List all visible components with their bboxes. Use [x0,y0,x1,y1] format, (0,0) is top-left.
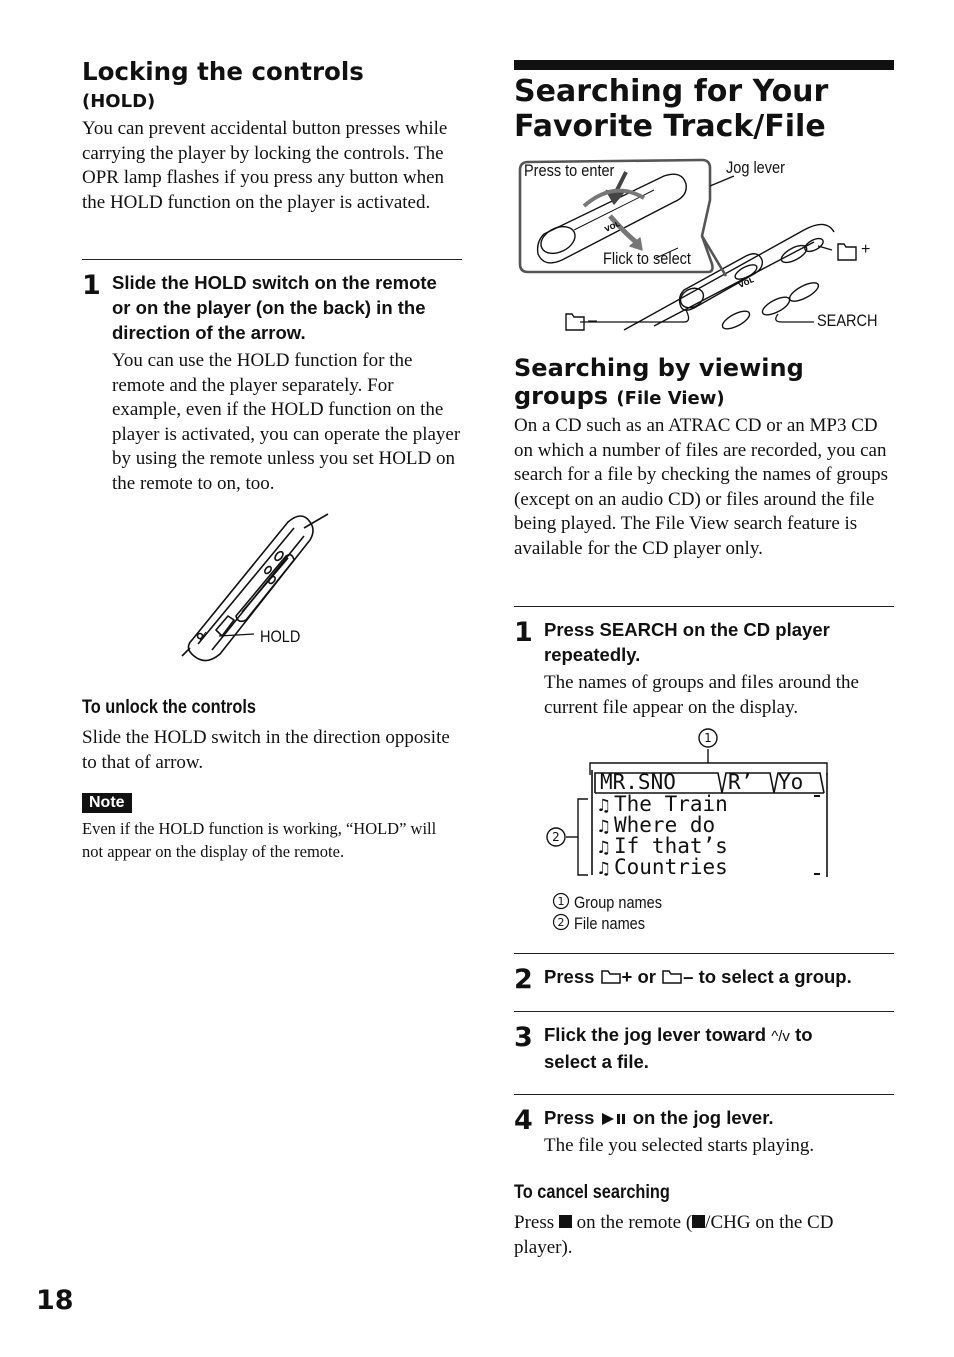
divider [514,1011,894,1012]
step-number: 2 [514,964,533,995]
section-subheading-hold: (HOLD) [82,91,156,112]
svg-text:2: 2 [552,830,560,844]
step-text: – to select a group. [683,966,852,987]
file-view-intro-text: On a CD such as an ATRAC CD or an MP3 CD on which a number of files are recorded, you can search for a file by checking the names of groups (except on an audio CD) or files around the file being played. The File View search feature is available for the CD player only. [514,415,889,559]
step-text: Press [544,1107,595,1128]
legend-group-names [552,892,674,913]
svg-text:1: 1 [557,895,565,908]
step-body: You can use the HOLD function for the remote and the player separately. For example, even if the HOLD function on the player is activated, you can operate the player by using the remote unless you set HOLD on the remote to on, too. [112,350,461,494]
divider [514,1094,894,1095]
file-view-heading-sub: (File View) [616,388,725,409]
divider [82,259,462,260]
group-plus-label: + [861,241,871,258]
step-text: to [795,1024,813,1045]
svg-text:Yo: Yo [778,770,804,794]
jog-direction-icon: ^/v [771,1028,790,1045]
section-heading-locking: Locking the controls [82,57,364,86]
note-body-text: Even if the HOLD function is working, “HOLD” will not appear on the display of the remote. [82,819,437,861]
step-title [544,1022,894,1074]
step-number: 1 [82,270,101,301]
svg-text:♫: ♫ [596,796,612,816]
divider [514,953,894,954]
step-text: on the jog lever. [632,1107,774,1128]
step-text: Flick the jog lever toward [544,1024,767,1045]
file-view-heading [514,354,894,413]
svg-text:R’: R’ [728,770,754,794]
step-title [544,964,894,989]
unlock-body-text: Slide the HOLD switch in the direction opposite to that of arrow. [82,727,450,773]
svg-text:If that’s: If that’s [614,834,728,858]
svg-text:VOL: VOL [603,220,622,234]
title-top-bar [514,60,894,70]
legend-label: File names [574,915,646,933]
callout-2-icon [552,913,570,931]
svg-text:1: 1 [704,731,712,745]
svg-text:Countries: Countries [614,855,728,879]
body-text: on the remote ( [576,1212,693,1233]
svg-text:♫: ♫ [596,859,612,879]
search-button-label: SEARCH [817,312,878,330]
file-view-heading-main: Searching by viewing groups [514,354,804,410]
folder-icon [661,969,683,985]
locking-intro-text: You can prevent accidental button presses while carrying the player by locking the controls. The OPR lamp flashes if you press any button when the HOLD function on the player is activated. [82,118,448,213]
stop-icon [559,1215,572,1228]
step-body: The file you selected starts playing. [544,1135,815,1156]
svg-text:The Train: The Train [614,792,728,816]
svg-text:MR.SNO: MR.SNO [600,770,676,794]
flick-to-select-label: Flick to select [603,250,691,268]
legend-label: Group names [574,894,662,912]
divider [514,606,894,607]
press-to-enter-label: Press to enter [524,162,615,180]
page-title: Searching for Your Favorite Track/File [514,74,829,144]
callout-1-icon [552,892,570,910]
play-pause-icon [600,1112,628,1126]
unlock-heading: To unlock the controls [82,697,257,718]
step-number: 3 [514,1022,533,1053]
folder-plus-icon [838,244,856,260]
jog-lever-label: Jog lever [726,159,785,177]
group-minus-label: – [588,312,597,329]
display-illustration [540,725,840,885]
svg-text:♫: ♫ [596,817,612,837]
svg-text:Where do: Where do [614,813,716,837]
note-badge: Note [82,793,132,813]
cancel-heading: To cancel searching [514,1182,670,1203]
body-text: /CHG on the CD player). [514,1212,834,1258]
step-text: + or [621,966,656,987]
page-number: 18 [36,1285,74,1316]
body-text: Press [514,1212,555,1233]
step-text: Press [544,966,595,987]
hold-callout-label: HOLD [260,628,301,646]
folder-icon [600,969,622,985]
step-body: The names of groups and files around the current file appear on the display. [544,672,859,718]
stop-icon [692,1215,705,1228]
step-title: Press SEARCH on the CD player repeatedly. [544,619,830,665]
step-title: Slide the HOLD switch on the remote or on the player (on the back) in the direction of the arrow. [112,272,437,343]
svg-text:♫: ♫ [596,838,612,858]
step-number: 4 [514,1105,533,1136]
cancel-body-text [514,1211,889,1260]
svg-text:VOL: VOL [737,276,756,290]
step-text: select a file. [544,1051,649,1072]
step-number: 1 [514,617,533,648]
step-title [544,1105,894,1130]
legend-file-names [552,913,655,934]
svg-text:2: 2 [557,916,565,929]
